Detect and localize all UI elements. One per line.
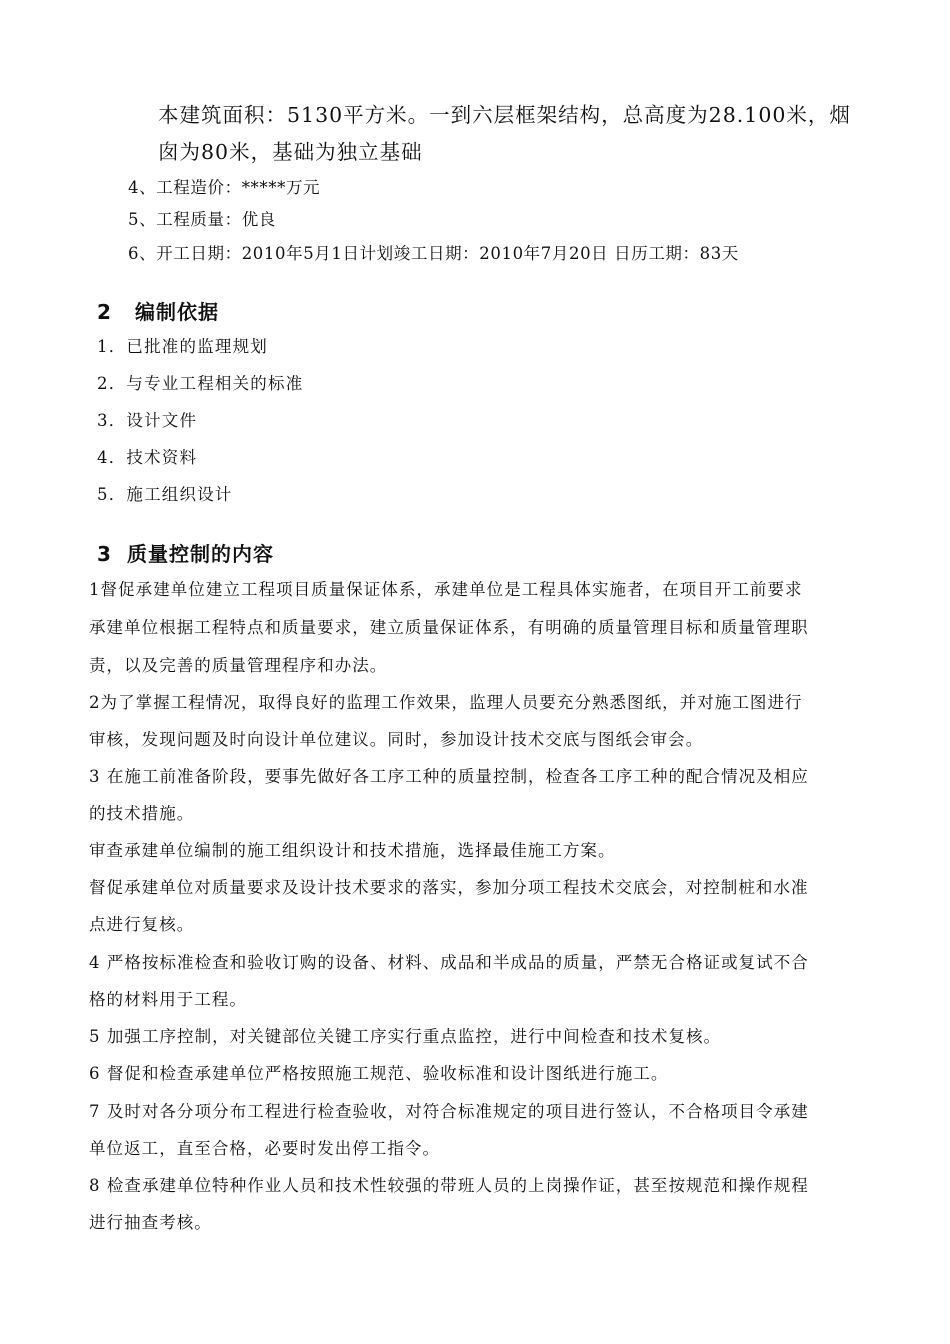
paragraph-line: 承建单位根据工程特点和质量要求，建立质量保证体系，有明确的质量管理目标和质量管理职 xyxy=(89,618,809,637)
project-dates: 6、开工日期：2010年5月1日计划竣工日期：2010年7月20日 日历工期：83天 xyxy=(128,244,739,263)
paragraph-line: 进行抽查考核。 xyxy=(89,1213,212,1232)
overview-line: 本建筑面积：5130平方米。一到六层框架结构，总高度为28.100米，烟 xyxy=(158,103,851,127)
section-number: 2 xyxy=(97,300,112,324)
paragraph-line: 6 督促和检查承建单位严格按照施工规范、验收标准和设计图纸进行施工。 xyxy=(89,1064,669,1083)
paragraph-line: 的技术措施。 xyxy=(89,804,195,823)
paragraph-line: 点进行复核。 xyxy=(89,915,195,934)
project-quality: 5、工程质量：优良 xyxy=(128,210,276,229)
paragraph-line: 单位返工，直至合格，必要时发出停工指令。 xyxy=(89,1139,440,1158)
paragraph-line: 格的材料用于工程。 xyxy=(89,990,247,1009)
paragraph-line: 7 及时对各分项分布工程进行检查验收，对符合标准规定的项目进行签认，不合格项目令承建 xyxy=(89,1102,809,1121)
project-cost: 4、工程造价：*****万元 xyxy=(128,178,321,197)
paragraph-line: 督促承建单位对质量要求及设计技术要求的落实，参加分项工程技术交底会，对控制桩和水准 xyxy=(89,878,809,897)
paragraph-line: 审查承建单位编制的施工组织设计和技术措施，选择最佳施工方案。 xyxy=(89,841,616,860)
paragraph-line: 1督促承建单位建立工程项目质量保证体系，承建单位是工程具体实施者，在项目开工前要求 xyxy=(89,580,803,599)
list-item: 4．技术资料 xyxy=(97,448,198,467)
paragraph-line: 2为了掌握工程情况，取得良好的监理工作效果，监理人员要充分熟悉图纸，并对施工图进行 xyxy=(89,693,803,712)
list-item: 2．与专业工程相关的标准 xyxy=(97,374,304,393)
overview-line: 囱为80米，基础为独立基础 xyxy=(158,140,423,164)
paragraph-line: 4 严格按标准检查和验收订购的设备、材料、成品和半成品的质量，严禁无合格证或复试不合 xyxy=(89,953,809,972)
paragraph-line: 审核，发现问题及时向设计单位建议。同时，参加设计技术交底与图纸会审会。 xyxy=(89,730,704,749)
list-item: 1．已批准的监理规划 xyxy=(97,337,268,356)
section-title: 质量控制的内容 xyxy=(127,542,274,566)
paragraph-line: 8 检查承建单位特种作业人员和技术性较强的带班人员的上岗操作证，甚至按规范和操作规程 xyxy=(89,1176,809,1195)
paragraph-line: 5 加强工序控制，对关键部位关键工序实行重点监控，进行中间检查和技术复核。 xyxy=(89,1027,722,1046)
list-item: 5．施工组织设计 xyxy=(97,485,233,504)
section-heading-quality-control xyxy=(97,538,274,567)
section-number: 3 xyxy=(97,542,112,566)
paragraph-line: 责，以及完善的质量管理程序和办法。 xyxy=(89,656,388,675)
paragraph-line: 3 在施工前准备阶段，要事先做好各工序工种的质量控制，检查各工序工种的配合情况及相应 xyxy=(89,767,809,786)
section-title: 编制依据 xyxy=(135,300,219,324)
list-item: 3．设计文件 xyxy=(97,411,198,430)
section-heading-basis xyxy=(97,296,219,325)
